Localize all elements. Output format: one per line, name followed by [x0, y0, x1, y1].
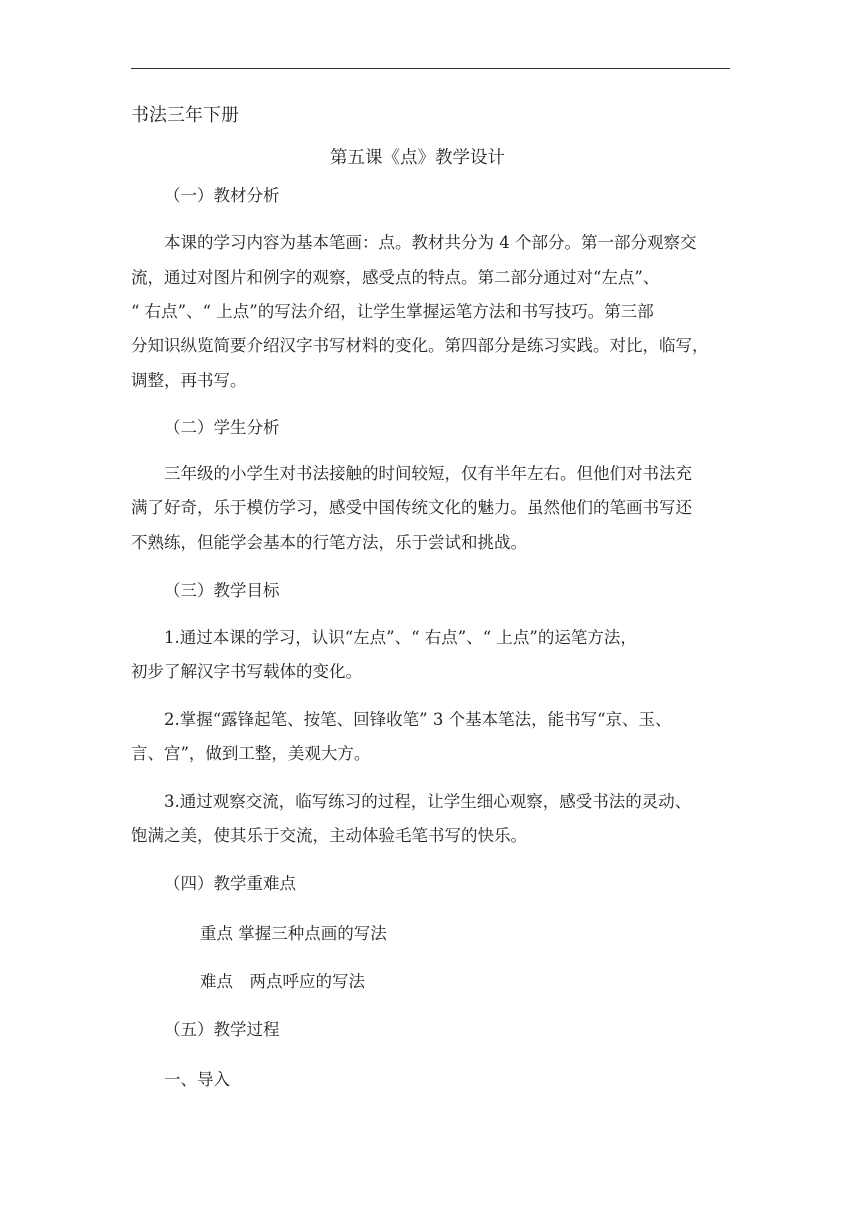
- goal-line: 1.通过本课的学习，认识“左点”、“ 右点”、“ 上点”的运笔方法，: [164, 628, 637, 647]
- section-heading-teaching-goals: （三）教学目标: [164, 581, 280, 600]
- goal-line: 饱满之美，使其乐于交流，主动体验毛笔书写的快乐。: [131, 826, 527, 845]
- goal-line: 言、宫”，做到工整，美观大方。: [131, 744, 371, 763]
- paragraph-line: 满了好奇，乐于模仿学习，感受中国传统文化的魅力。虽然他们的笔画书写还: [131, 498, 692, 517]
- goal-line: 2.掌握“露锋起笔、按笔、回锋收笔” 3 个基本笔法，能书写“京、玉、: [164, 710, 672, 729]
- paragraph-line: 本课的学习内容为基本笔画：点。教材共分为 4 个部分。第一部分观察交: [164, 233, 697, 252]
- section-heading-textbook-analysis: （一）教材分析: [164, 186, 280, 205]
- paragraph-line: 不熟练，但能学会基本的行笔方法，乐于尝试和挑战。: [131, 533, 527, 552]
- key-point: 重点 掌握三种点画的写法: [200, 924, 387, 943]
- paragraph-line: “ 右点”、“ 上点”的写法介绍，让学生掌握运笔方法和书写技巧。第三部: [131, 302, 654, 321]
- process-step-introduction: 一、导入: [164, 1070, 230, 1089]
- paragraph-line: 流，通过对图片和例字的观察，感受点的特点。第二部分通过对“左点”、: [131, 268, 660, 287]
- document-title: 第五课《点》教学设计: [330, 148, 505, 168]
- goal-line: 初步了解汉字书写载体的变化。: [131, 662, 362, 681]
- section-heading-key-difficult-points: （四）教学重难点: [164, 874, 296, 893]
- goal-line: 3.通过观察交流，临写练习的过程，让学生细心观察，感受书法的灵动、: [164, 792, 692, 811]
- paragraph-line: 三年级的小学生对书法接触的时间较短，仅有半年左右。但他们对书法充: [164, 464, 692, 483]
- difficult-point: 难点 两点呼应的写法: [200, 972, 365, 991]
- header-rule: [131, 68, 730, 69]
- paragraph-line: 调整，再书写。: [131, 371, 247, 390]
- paragraph-line: 分知识纵览简要介绍汉字书写材料的变化。第四部分是练习实践。对比，临写，: [131, 336, 709, 355]
- section-heading-student-analysis: （二）学生分析: [164, 418, 280, 437]
- course-header: 书法三年下册: [131, 105, 239, 126]
- section-heading-teaching-process: （五）教学过程: [164, 1020, 280, 1039]
